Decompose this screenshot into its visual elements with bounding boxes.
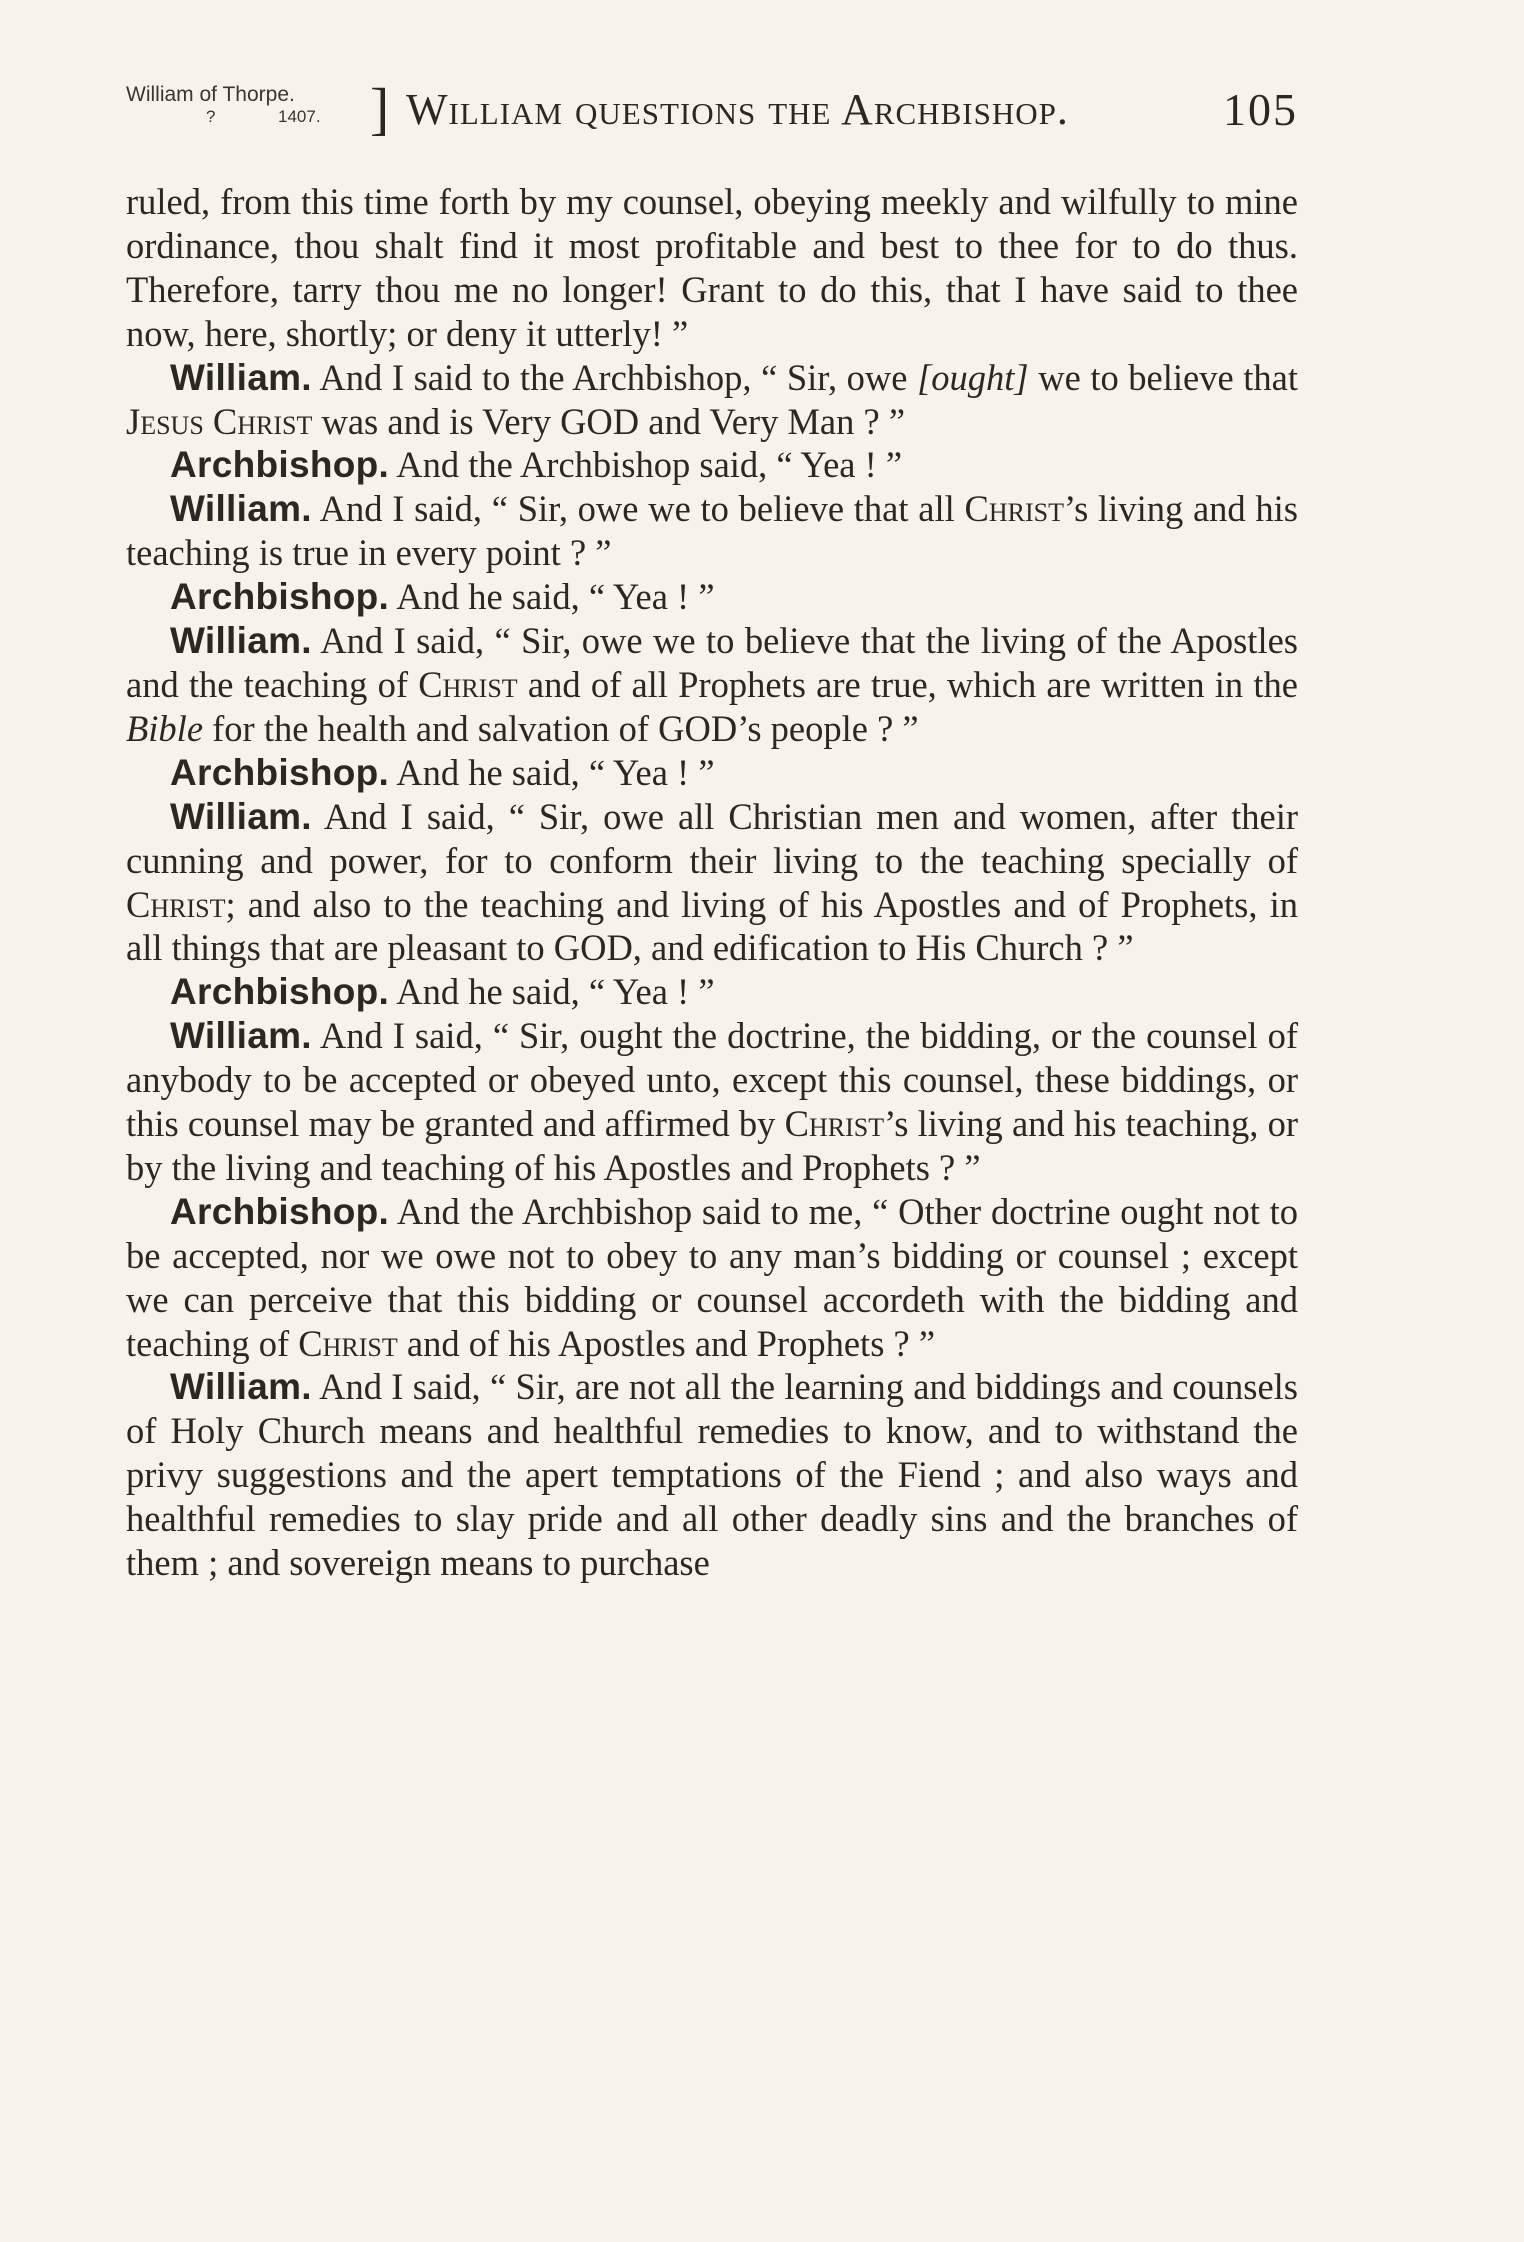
speaker-label: Archbishop. xyxy=(170,576,390,618)
side-note xyxy=(126,83,321,126)
paragraph xyxy=(126,1190,1298,1366)
side-note-author: William of Thorpe. xyxy=(126,83,295,106)
text-run: And he said, “ Yea ! ” xyxy=(389,576,715,618)
text-run: And the Archbishop said to me, “ Other doctrine ought not to be accepted, nor we owe not to obey to any man’s bidding or counsel ; except we can perceive that this bidding or counsel accordeth with the bidding and teaching of xyxy=(126,1190,1298,1364)
paragraph xyxy=(126,1365,1298,1585)
text-run: And I said to the Archbishop, “ Sir, owe xyxy=(311,356,918,398)
paragraph xyxy=(126,795,1298,971)
paragraph xyxy=(126,751,1298,795)
text-run: And I said, “ Sir, are not all the learning and biddings and counsels of Holy Church means and healthful remedies to know, and to withstand the privy suggestions and the apert temptations of the Fiend ; and also ways and healthful remedies to slay pride and all other deadly sins and the branches of them ; and sovereign means to purchase xyxy=(126,1366,1298,1584)
text-run: ’s living and his teaching, or by the living and teaching of his Apostles and Prophets ? ” xyxy=(126,1103,1298,1188)
text-run: And I said, “ Sir, ought the doctrine, the bidding, or the counsel of anybody to be accepted or obeyed unto, except this counsel, these biddings, or this counsel may be granted and affirmed by xyxy=(126,1015,1298,1145)
text-run: And the Archbishop said, “ Yea ! ” xyxy=(389,444,903,486)
paragraph xyxy=(126,180,1298,356)
paragraph xyxy=(126,619,1298,751)
text-run: was and is Very GOD and Very Man ? ” xyxy=(312,400,906,442)
small-caps-text: Christ xyxy=(418,663,518,705)
paragraph xyxy=(126,970,1298,1014)
small-caps-text: Christ xyxy=(298,1322,398,1364)
text-run: we to believe that xyxy=(1028,356,1298,398)
text-run: And he said, “ Yea ! ” xyxy=(389,971,715,1013)
text-run: ’s living and his teaching is true in every point ? ” xyxy=(126,488,1298,574)
speaker-label: William. xyxy=(170,1015,312,1057)
italic-text: Bible xyxy=(126,707,204,749)
text-run: and of all Prophets are true, which are written in the xyxy=(517,663,1298,705)
paragraph xyxy=(126,1014,1298,1190)
paragraph xyxy=(126,356,1298,444)
speaker-label: Archbishop. xyxy=(170,444,390,486)
speaker-label: William. xyxy=(170,795,312,837)
body-text xyxy=(126,180,1298,1585)
page-number: 105 xyxy=(1223,84,1298,135)
speaker-label: Archbishop. xyxy=(170,1190,390,1232)
text-run: and of his Apostles and Prophets ? ” xyxy=(397,1322,936,1364)
small-caps-text: Christ xyxy=(784,1103,885,1145)
speaker-label: Archbishop. xyxy=(170,971,390,1013)
small-caps-text: Jesus Christ xyxy=(126,400,313,442)
paragraph xyxy=(126,487,1298,575)
speaker-label: William. xyxy=(170,1366,312,1408)
text-run: And I said, “ Sir, owe we to believe that all xyxy=(311,488,965,530)
running-header xyxy=(126,68,1298,148)
text-run: And I said, “ Sir, owe all Christian men and women, after their cunning and power, for to conform their living to the teaching specially of xyxy=(126,795,1298,881)
header-bracket: ] xyxy=(370,76,390,141)
speaker-label: William. xyxy=(170,620,312,662)
text-run: for the health and salvation of GOD’s people ? ” xyxy=(203,707,919,749)
text-run: ruled, from this time forth by my counsel, obeying meekly and wilfully to mine ordinance, thou shalt find it most profitable and best to thee for to do thus. Therefore, tarry thou me no longer! Grant to do this, that I have said to thee now, here, shortly; or deny it utterly! ” xyxy=(126,181,1298,354)
paragraph xyxy=(126,575,1298,619)
small-caps-text: Christ xyxy=(126,883,226,925)
speaker-label: William. xyxy=(170,488,312,530)
side-note-year: 1407. xyxy=(278,107,321,126)
paragraph xyxy=(126,443,1298,487)
text-run: And he said, “ Yea ! ” xyxy=(389,751,715,793)
italic-text: [ought] xyxy=(917,356,1029,398)
speaker-label: Archbishop. xyxy=(170,751,390,793)
text-run: ; and also to the teaching and living of his Apostles and of Prophets, in all things that are pleasant to GOD, and edification to His Church ? ” xyxy=(126,883,1298,969)
text-run: And I said, “ Sir, owe we to believe that the living of the Apostles and the teaching of xyxy=(126,620,1298,705)
side-note-query: ? xyxy=(206,107,216,126)
running-title: William questions the Archbishop. xyxy=(406,85,1069,134)
speaker-label: William. xyxy=(170,356,312,398)
small-caps-text: Christ xyxy=(964,488,1064,530)
